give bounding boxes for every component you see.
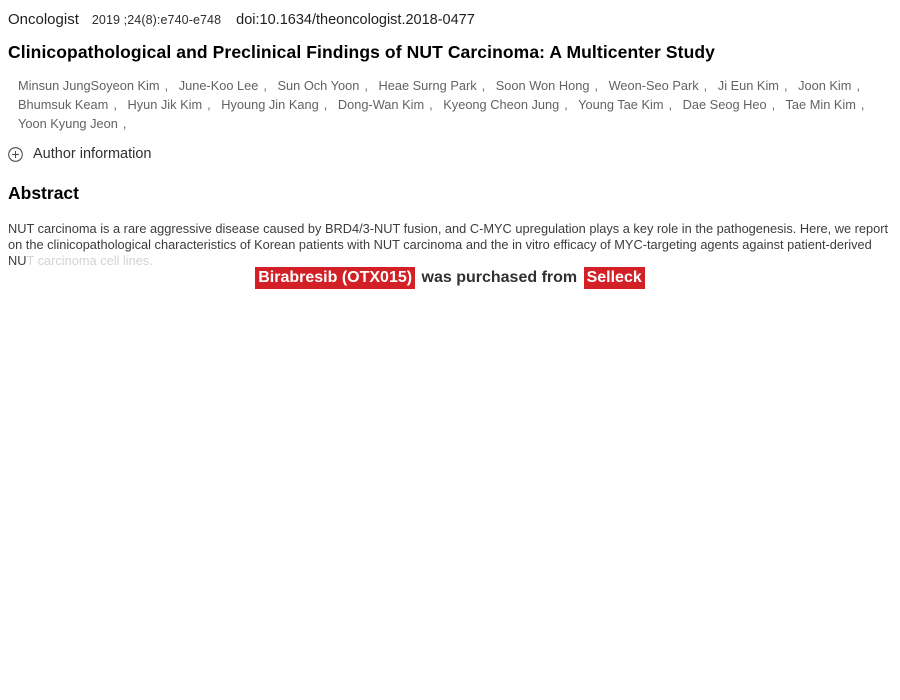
author-separator: , [771, 97, 776, 112]
author-separator: , [594, 78, 598, 93]
author-separator: , [856, 78, 860, 93]
author-name[interactable]: Joon Kim [798, 78, 852, 93]
article-title: Clinicopathological and Preclinical Findings of NUT Carcinoma: A Multicenter Study [8, 42, 715, 62]
highlight-connector-text: was purchased from [417, 269, 582, 286]
author-separator: , [668, 97, 673, 112]
author-name[interactable]: Minsun JungSoyeon Kim [18, 78, 160, 93]
abstract-line: NUT carcinoma is a rare aggressive disease caused by BRD4/3-NUT fusion, and C-MYC upregulation plays a key role in the pathogenesis. Here, we report [8, 221, 889, 236]
abstract-heading: Abstract [8, 183, 79, 203]
abstract-last-line-faded: T carcinoma cell lines. [26, 253, 153, 268]
author-separator: , [564, 97, 568, 112]
highlight-sentence [0, 265, 900, 290]
abstract-last-line-dark: NU [8, 253, 27, 268]
author-information-toggle[interactable] [8, 146, 892, 162]
author-information-label: Author information [33, 146, 152, 162]
author-name[interactable]: Sun Och Yoon [277, 78, 360, 93]
author-separator: , [113, 97, 117, 112]
citation-text: 2019 ;24(8):e740-e748 [91, 13, 222, 27]
author-separator: , [481, 78, 486, 93]
author-list [8, 76, 892, 133]
abstract-line: on the clinicopathological characteristics of Korean patients with NUT carcinoma and the in vitro efficacy of MYC-targeting agents against patient-derived [8, 237, 872, 252]
author-name[interactable]: Kyeong Cheon Jung [443, 97, 560, 112]
highlighted-vendor-name: Selleck [584, 267, 645, 289]
author-separator: , [122, 116, 127, 131]
author-name[interactable]: Hyoung Jin Kang [221, 97, 319, 112]
author-name[interactable]: Weon-Seo Park [608, 78, 699, 93]
author-separator: , [323, 97, 328, 112]
author-separator: , [429, 97, 433, 112]
citation-header [8, 11, 892, 28]
abstract-text [8, 221, 892, 269]
author-separator: , [164, 78, 169, 93]
article-page [0, 0, 900, 269]
author-separator: , [860, 97, 865, 112]
author-name[interactable]: Young Tae Kim [578, 97, 664, 112]
author-name[interactable]: Ji Eun Kim [717, 78, 779, 93]
author-name[interactable]: Soon Won Hong [495, 78, 590, 93]
doi-link[interactable]: doi:10.1634/theoncologist.2018-0477 [236, 12, 475, 28]
author-separator: , [263, 78, 267, 93]
author-separator: , [703, 78, 708, 93]
author-separator: , [783, 78, 788, 93]
highlighted-drug-name: Birabresib (OTX015) [255, 267, 415, 289]
author-name[interactable]: Heae Surng Park [378, 78, 477, 93]
author-name[interactable]: Hyun Jik Kim [127, 97, 203, 112]
author-name[interactable]: June-Koo Lee [178, 78, 259, 93]
journal-name: Oncologist [8, 11, 79, 28]
plus-circle-icon [8, 147, 23, 162]
author-name[interactable]: Dong-Wan Kim [337, 97, 425, 112]
author-name[interactable]: Dae Seog Heo [682, 97, 767, 112]
author-name[interactable]: Bhumsuk Keam [18, 97, 109, 112]
author-separator: , [207, 97, 211, 112]
author-name[interactable]: Tae Min Kim [785, 97, 856, 112]
author-name[interactable]: Yoon Kyung Jeon [18, 116, 118, 131]
author-separator: , [364, 78, 368, 93]
